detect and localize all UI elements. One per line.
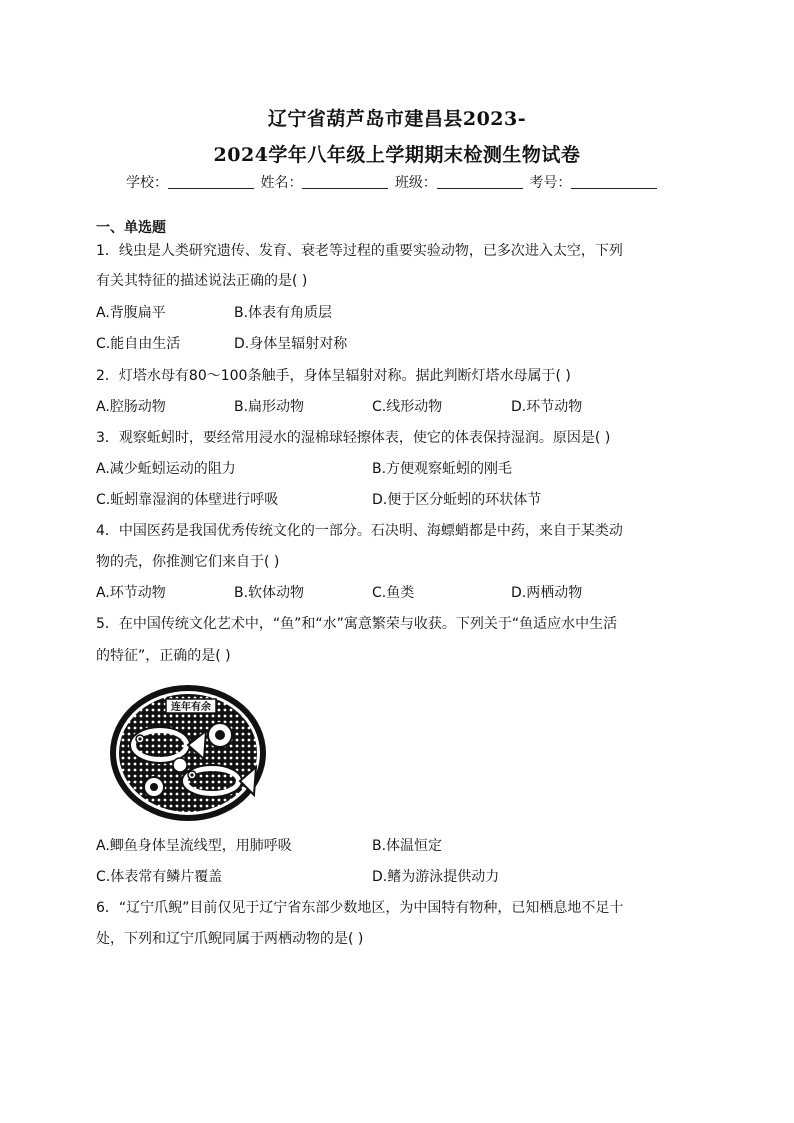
q1-option-b[interactable]: B.体表有角质层 — [234, 305, 333, 321]
q1-line1: 1．线虫是人类研究遗传、发育、衰老等过程的重要实验动物，已多次进入太空，下列 — [96, 243, 623, 259]
exam-title-line2: 2024学年八年级上学期期末检测生物试卷 — [213, 144, 581, 166]
figure-banner-text: 连年有余 — [171, 702, 211, 713]
q4-option-b[interactable]: B.软体动物 — [234, 585, 305, 601]
q3-option-a[interactable]: A.减少蚯蚓运动的阻力 — [96, 461, 236, 477]
q2-option-b[interactable]: B.扁形动物 — [234, 399, 305, 415]
q3-line1: 3．观察蚯蚓时，要经常用浸水的湿棉球轻擦体表，使它的体表保持湿润。原因是( ) — [96, 430, 611, 446]
name-blank[interactable] — [302, 174, 388, 189]
q1-option-a[interactable]: A.背腹扁平 — [96, 305, 166, 321]
q4-option-d[interactable]: D.两栖动物 — [511, 585, 583, 601]
section-title: 一、单选题 — [96, 220, 166, 236]
q1-line2: 有关其特征的描述说法正确的是( ) — [96, 273, 308, 289]
exam-number-label: 考号： — [529, 175, 572, 191]
q5-option-d[interactable]: D.鳍为游泳提供动力 — [372, 869, 500, 885]
school-blank[interactable] — [168, 174, 254, 189]
q4-line1: 4．中国医药是我国优秀传统文化的一部分。石决明、海螵蛸都是中药，来自于某类动 — [96, 523, 623, 539]
class-blank[interactable] — [437, 174, 523, 189]
q2-option-d[interactable]: D.环节动物 — [511, 399, 583, 415]
q3-option-b[interactable]: B.方便观察蚯蚓的刚毛 — [372, 461, 513, 477]
q4-option-c[interactable]: C.鱼类 — [372, 585, 415, 601]
q3-option-c[interactable]: C.蚯蚓靠湿润的体壁进行呼吸 — [96, 492, 279, 508]
q3-option-d[interactable]: D.便于区分蚯蚓的环状体节 — [372, 492, 542, 508]
q1-option-d[interactable]: D.身体呈辐射对称 — [234, 336, 348, 352]
q1-option-c[interactable]: C.能自由生活 — [96, 336, 181, 352]
q2-option-a[interactable]: A.腔肠动物 — [96, 399, 166, 415]
q5-line2: 的特征”，正确的是( ) — [96, 648, 231, 664]
q2-line1: 2．灯塔水母有80～100条触手，身体呈辐射对称。据此判断灯塔水母属于( ) — [96, 368, 571, 384]
school-label: 学校： — [126, 175, 168, 191]
q4-line2: 物的壳，你推测它们来自于( ) — [96, 554, 280, 570]
class-label: 班级： — [394, 175, 437, 191]
q2-option-c[interactable]: C.线形动物 — [372, 399, 443, 415]
q5-option-a[interactable]: A.鲫鱼身体呈流线型，用肺呼吸 — [96, 838, 292, 854]
name-label: 姓名： — [260, 175, 303, 191]
q6-line1: 6．“辽宁爪鲵”目前仅见于辽宁省东部少数地区，为中国特有物种，已知栖息地不足十 — [96, 900, 624, 916]
paper-cut-fish-image — [108, 683, 268, 823]
student-info-row — [126, 172, 659, 192]
q5-option-b[interactable]: B.体温恒定 — [372, 838, 443, 854]
exam-number-blank[interactable] — [571, 174, 657, 189]
q6-line2: 处，下列和辽宁爪鲵同属于两栖动物的是( ) — [96, 931, 364, 947]
q5-option-c[interactable]: C.体表常有鳞片覆盖 — [96, 869, 223, 885]
q5-line1: 5．在中国传统文化艺术中，“鱼”和“水”寓意繁荣与收获。下列关于“鱼适应水中生活 — [96, 616, 618, 632]
q4-option-a[interactable]: A.环节动物 — [96, 585, 166, 601]
exam-title-line1: 辽宁省葫芦岛市建昌县2023- — [267, 108, 527, 130]
